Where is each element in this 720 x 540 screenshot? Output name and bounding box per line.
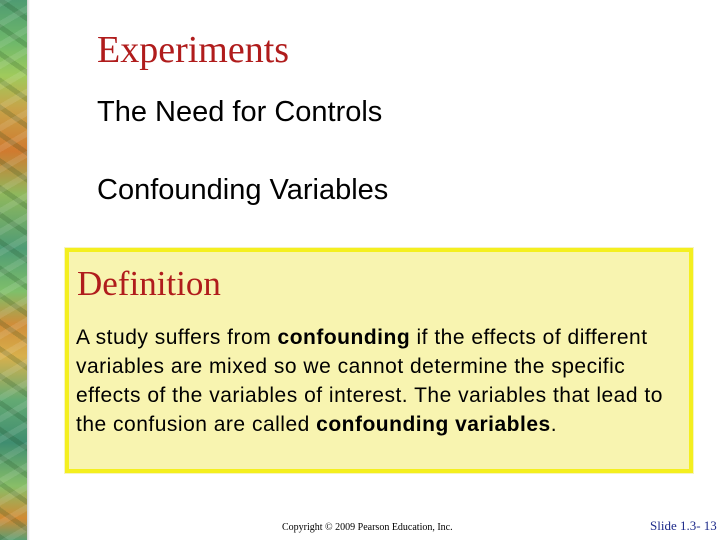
copyright-notice: Copyright © 2009 Pearson Education, Inc. [282,522,453,533]
left-strip-shadow [27,0,30,540]
definition-text-part: A study suffers from [76,326,278,349]
definition-text [76,323,691,439]
definition-term-confounding-variables: confounding variables [316,413,551,436]
definition-term-confounding: confounding [277,326,411,349]
slide-number: Slide 1.3- 13 [650,518,717,533]
slide-title: Experiments [97,29,290,71]
definition-box [65,248,693,473]
definition-title: Definition [77,264,221,303]
decorative-left-strip [0,0,27,540]
definition-text-part: if the effects of different variables are mixed so we cannot determine the specific effects of the variables of interest. The variables that lead to the confusion are called [76,326,663,436]
definition-text-part: . [550,413,558,436]
heading-confounding-variables: Confounding Variables [97,174,389,206]
heading-need-for-controls: The Need for Controls [97,96,383,128]
